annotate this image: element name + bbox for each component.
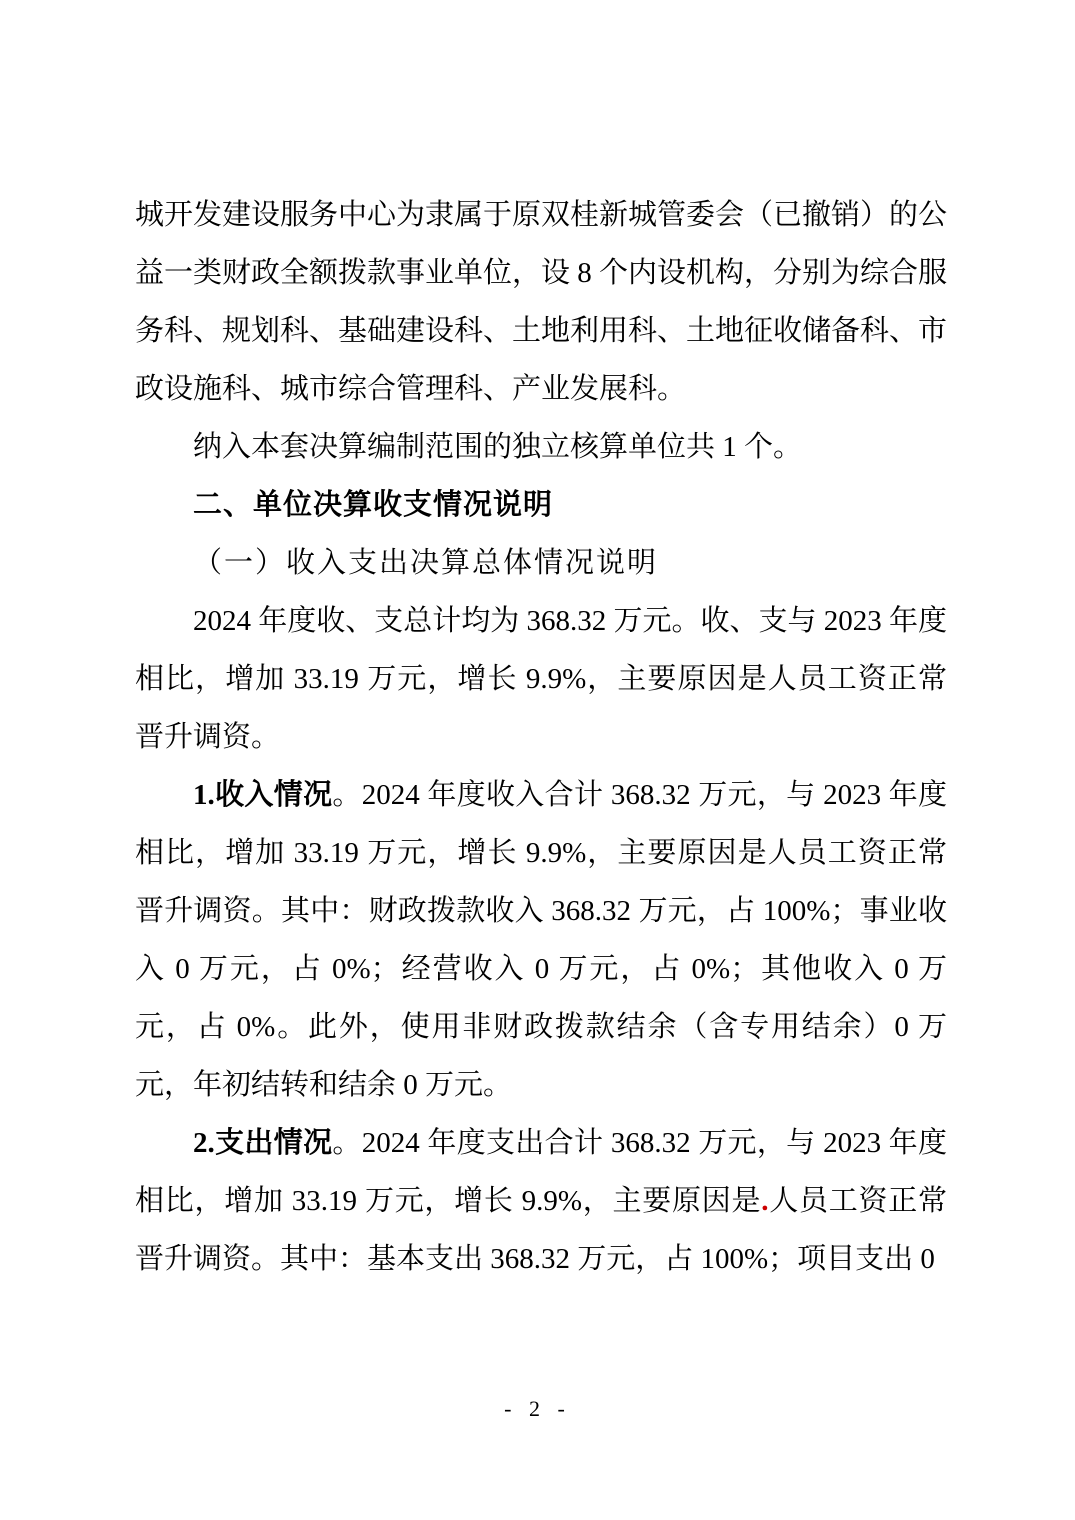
subsection-heading-income-expenditure: （一）收入支出决算总体情况说明 — [193, 547, 659, 579]
section-heading-budget-overview: 二、单位决算收支情况说明 — [193, 489, 554, 521]
paragraph-accounting-units: 纳入本套决算编制范围的独立核算单位共 1 个。 — [193, 431, 803, 463]
income-detail-lead: 1.收入情况 — [193, 779, 333, 811]
paragraph-expenditure-detail — [135, 1114, 947, 1288]
expenditure-detail-body-end: 人员工资正常晋升调资。其中：基本支出 368.32 万元，占 100%；项目支出 0 — [135, 1185, 947, 1275]
income-detail-body: 。2024 年度收入合计 368.32 万元，与 2023 年度相比，增加 33.19 万元，增长 9.9%，主要原因是人员工资正常晋升调资。其中：财政拨款收入 368.32 万元，占 100%；事业收入 0 万元，占 0%；经营收入 0 万元，占 0%；其他收入 0 万元，占 0%。此外，使用非财政拨款结余（含专用结余）0 万元，年初结转和结余 0 万元。 — [135, 779, 947, 1101]
red-period-mark: . — [761, 1185, 769, 1217]
page-number: - 2 - — [504, 1396, 571, 1421]
page-body-text — [135, 186, 947, 1288]
page-footer — [0, 1396, 1075, 1422]
expenditure-detail-body-start: 。2024 年度支出合计 368.32 万元，与 2023 年度相比，增加 33.19 万元，增长 9.9%，主要原因是 — [135, 1127, 947, 1217]
paragraph-org-structure: 城开发建设服务中心为隶属于原双桂新城管委会（已撤销）的公益一类财政全额拨款事业单位，设 8 个内设机构，分别为综合服务科、规划科、基础建设科、土地利用科、土地征收储备科、市政设施科、城市综合管理科、产业发展科。 — [135, 199, 948, 405]
paragraph-total-income-expenditure: 2024 年度收、支总计均为 368.32 万元。收、支与 2023 年度相比，增加 33.19 万元，增长 9.9%，主要原因是人员工资正常晋升调资。 — [135, 605, 948, 753]
expenditure-detail-lead: 2.支出情况 — [193, 1127, 333, 1159]
paragraph-income-detail — [135, 766, 947, 1114]
